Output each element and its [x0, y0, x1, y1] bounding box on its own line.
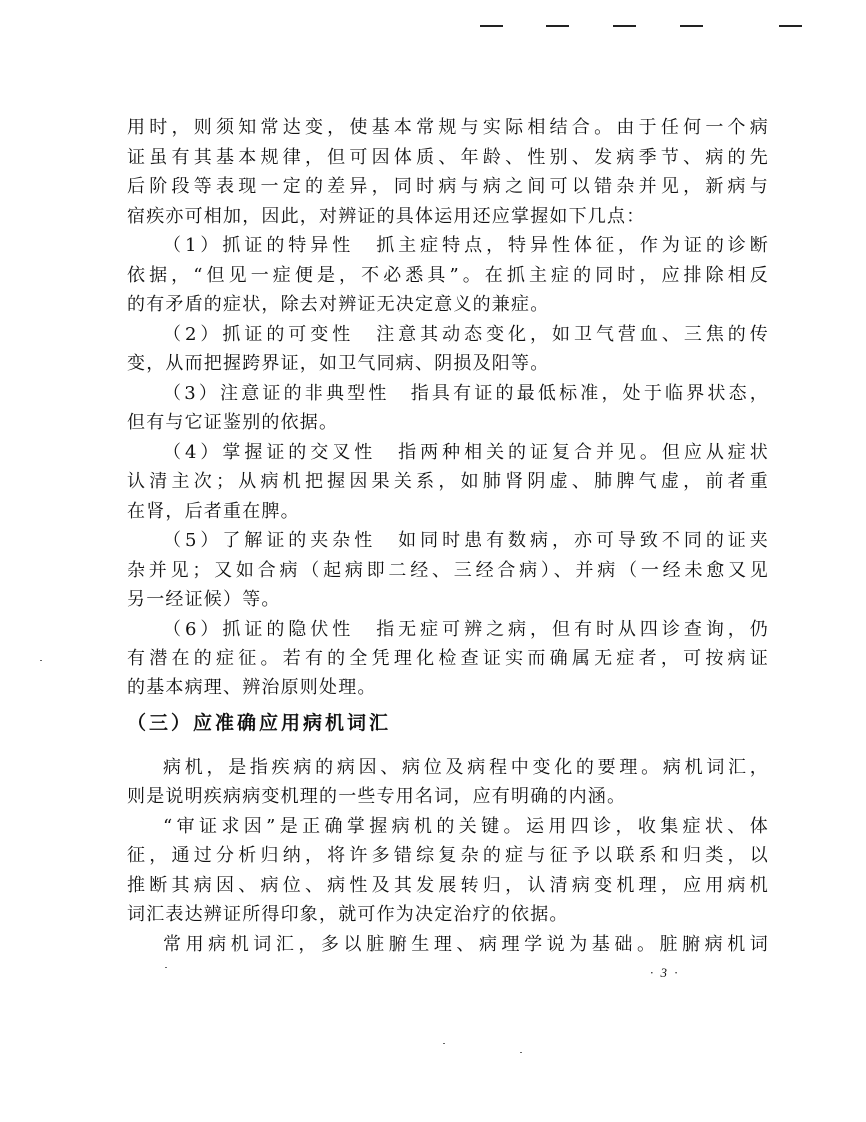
body-line: 的有矛盾的症状，除去对辨证无决定意义的兼症。: [127, 294, 550, 315]
list-item-2: （2）抓证的可变性 注意其动态变化，如卫气营血、三焦的传: [163, 324, 769, 345]
header-rule: [546, 25, 569, 27]
body-line: 证虽有其基本规律，但可因体质、年龄、性别、发病季节、病的先: [127, 147, 769, 168]
list-item-6: （6）抓证的隐伏性 指无症可辨之病，但有时从四诊查询，仍: [163, 619, 769, 640]
body-line: 认清主次；从病机把握因果关系，如肺肾阴虚、肺脾气虚，前者重: [127, 471, 769, 492]
body-line: 用时，则须知常达变，使基本常规与实际相结合。由于任何一个病: [127, 117, 769, 138]
scan-speck: [165, 967, 167, 968]
body-line: 宿疾亦可相加，因此，对辨证的具体运用还应掌握如下几点：: [127, 206, 646, 227]
body-line: 有潜在的症征。若有的全凭理化检查证实而确属无症者，可按病证: [127, 648, 769, 669]
page-number: · 3 ·: [650, 965, 680, 980]
list-item-1: （1）抓证的特异性 抓主症特点，特异性体征，作为证的诊断: [163, 235, 769, 256]
section-paragraph-line: 征，通过分析归纳，将许多错综复杂的症与征予以联系和归类，以: [127, 845, 769, 866]
section-heading: （三）应准确应用病机词汇: [127, 712, 392, 734]
list-item-3: （3）注意证的非典型性 指具有证的最低标准，处于临界状态，: [163, 383, 769, 404]
body-line: 依据，“但见一症便是，不必悉具”。在抓主症的同时，应排除相反: [127, 265, 769, 286]
list-item-4: （4）掌握证的交叉性 指两种相关的证复合并见。但应从症状: [163, 442, 769, 463]
body-line: 的基本病理、辨治原则处理。: [127, 677, 377, 698]
body-line: 在肾，后者重在脾。: [127, 501, 300, 522]
scan-speck: [443, 1043, 445, 1044]
section-paragraph-line: “审证求因”是正确掌握病机的关键。运用四诊，收集症状、体: [163, 816, 769, 837]
body-line: 变，从而把握跨界证，如卫气同病、阴损及阳等。: [127, 353, 550, 374]
header-rule: [480, 25, 503, 27]
list-item-5: （5）了解证的夹杂性 如同时患有数病，亦可导致不同的证夹: [163, 530, 769, 551]
body-line: 另一经证候）等。: [127, 589, 281, 610]
section-paragraph-line: 常用病机词汇，多以脏腑生理、病理学说为基础。脏腑病机词: [163, 934, 769, 955]
section-paragraph-line: 则是说明疾病病变机理的一些专用名词，应有明确的内涵。: [127, 786, 627, 807]
header-rule: [613, 25, 636, 27]
section-paragraph-line: 病机，是指疾病的病因、病位及病程中变化的要理。病机词汇，: [163, 757, 769, 778]
body-line: 但有与它证鉴别的依据。: [127, 412, 339, 433]
scan-speck: [520, 1052, 522, 1053]
body-line: 杂并见；又如合病（起病即二经、三经合病）、并病（一经未愈又见: [127, 560, 769, 581]
header-rule: [680, 25, 703, 27]
body-line: 后阶段等表现一定的差异，同时病与病之间可以错杂并见，新病与: [127, 176, 769, 197]
section-paragraph-line: 词汇表达辨证所得印象，就可作为决定治疗的依据。: [127, 904, 569, 925]
section-paragraph-line: 推断其病因、病位、病性及其发展转归，认清病变机理，应用病机: [127, 875, 769, 896]
scan-speck: [40, 660, 42, 661]
header-rule: [779, 25, 802, 27]
